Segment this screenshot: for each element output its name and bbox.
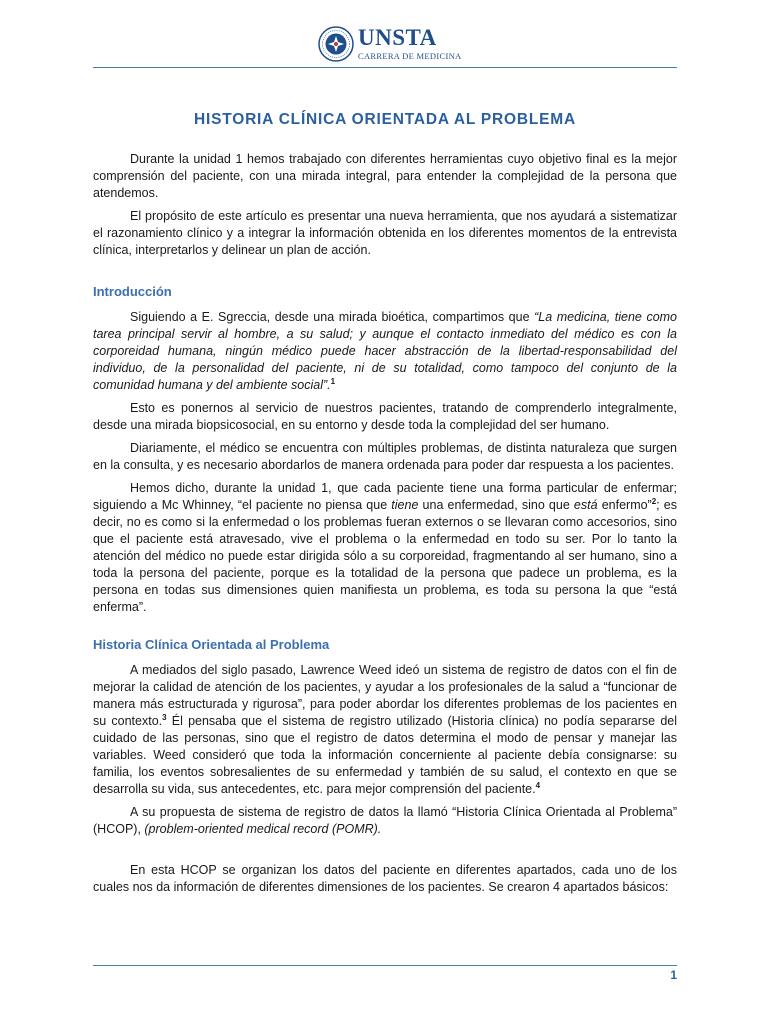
hcop-paragraph-3: En esta HCOP se organizan los datos del paciente en diferentes apartados, cada uno de los cuales nos da información de diferentes dimensiones de los pacientes. Se crearon 4 apartados básicos: [93,863,677,894]
hcop-paragraph-1: A mediados del siglo pasado, Lawrence Weed ideó un sistema de registro de datos con el fin de mejorar la calidad de atención de los pacientes, y ayudar a los profesionales de la salud a “funcionar de manera más estructurada y rigurosa”, para poder abordar los diferentes problemas de los pacientes en su contexto.$^3$ Él pensaba que el sistema de registro utilizado (Historia clínica) no podía separarse del cuidado de las personas, sino que el registro de datos determina el modo de pensar y manejar las variables. Weed consideró que toda la información concerniente al paciente debía consignarse: su familia, los eventos sobresalientes de su enfermedad y también de su salud, el contexto en que se desarrolla su vida, sus antecedentes, etc. para mejor comprensión del paciente.$^4$ [93,663,677,796]
introduccion-paragraph-3: Diariamente, el médico se encuentra con múltiples problemas, de distinta naturaleza que surgen en la consulta, y es necesario abordarlos de manera ordenada para poder dar respuesta a los pacientes. [93,441,677,472]
footnote-ref: 2 [651,496,657,506]
footnote-ref: 1 [330,376,336,386]
document-title: HISTORIA CLÍNICA ORIENTADA AL PROBLEMA [193,111,577,128]
introduccion-paragraph-1: Siguiendo a E. Sgreccia, desde una mirada bioética, compartimos que “La medicina, tiene como tarea principal servir al hombre, a su salud; y aunque el contacto inmediato del médico es con la corporeidad humana, ningún médico puede hacer abstracción de la libertad-responsabilidad del individuo, de la personalidad del paciente, ni de su totalidad, como tampoco del conjunto de la comunidad humana y del ambiente social”.$^1$ [93,310,678,392]
section-heading-introduccion: Introducción [93,284,172,299]
intro-paragraph-2: El propósito de este artículo es presentar una nueva herramienta, que nos ayudará a sistematizar el razonamiento clínico y a integrar la información obtenida en los diferentes momentos de la entrevista clínica, interpretarlos y delinear un plan de acción. [93,209,677,257]
university-seal-logo [318,26,354,62]
page-header [0,24,768,64]
hcop-paragraph-2: A su propuesta de sistema de registro de datos la llamó “Historia Clínica Orientada al Problema” (HCOP), (problem-oriented medical record (POMR). [93,805,677,836]
section-heading-hcop: Historia Clínica Orientada al Problema [93,637,330,652]
footer-divider [93,965,677,966]
page-number: 1 [670,968,677,982]
intro-paragraph-1: Durante la unidad 1 hemos trabajado con diferentes herramientas cuyo objetivo final es la mejor comprensión del paciente, con una mirada integral, para entender la complejidad de la persona que atendemos. [93,152,677,200]
footnote-ref: 3 [162,712,167,722]
header-divider [93,67,677,68]
document-body [93,151,677,902]
footnote-ref: 4 [535,780,541,790]
introduccion-paragraph-2: Esto es ponernos al servicio de nuestros pacientes, tratando de comprenderlo integralmente, desde una mirada biopsicosocial, en su entorno y desde toda la complejidad del ser humano. [93,401,677,432]
logo-name: UNSTA [358,25,437,50]
introduccion-paragraph-4: Hemos dicho, durante la unidad 1, que cada paciente tiene una forma particular de enfermar; siguiendo a Mc Whinney, “el paciente no piensa que tiene una enfermedad, sino que está enfermo”$^2$; es decir, no es como si la enfermedad o los problemas fueran externos o se llevaran como accesorios, sino que el paciente está atravesado, vive el problema o la enfermedad en todo su ser. Por lo tanto la atención del médico no puede estar dirigida sólo a su corporeidad, fragmentando al ser humano, sino a toda la persona del paciente, porque es la totalidad de la persona que padece un problema, es la persona en todas sus dimensiones quien manifiesta un problema, es toda su persona la que “está enferma”. [93,481,677,614]
logo-subtitle: CARRERA DE MEDICINA [358,51,462,61]
logo-wordmark [358,26,461,61]
